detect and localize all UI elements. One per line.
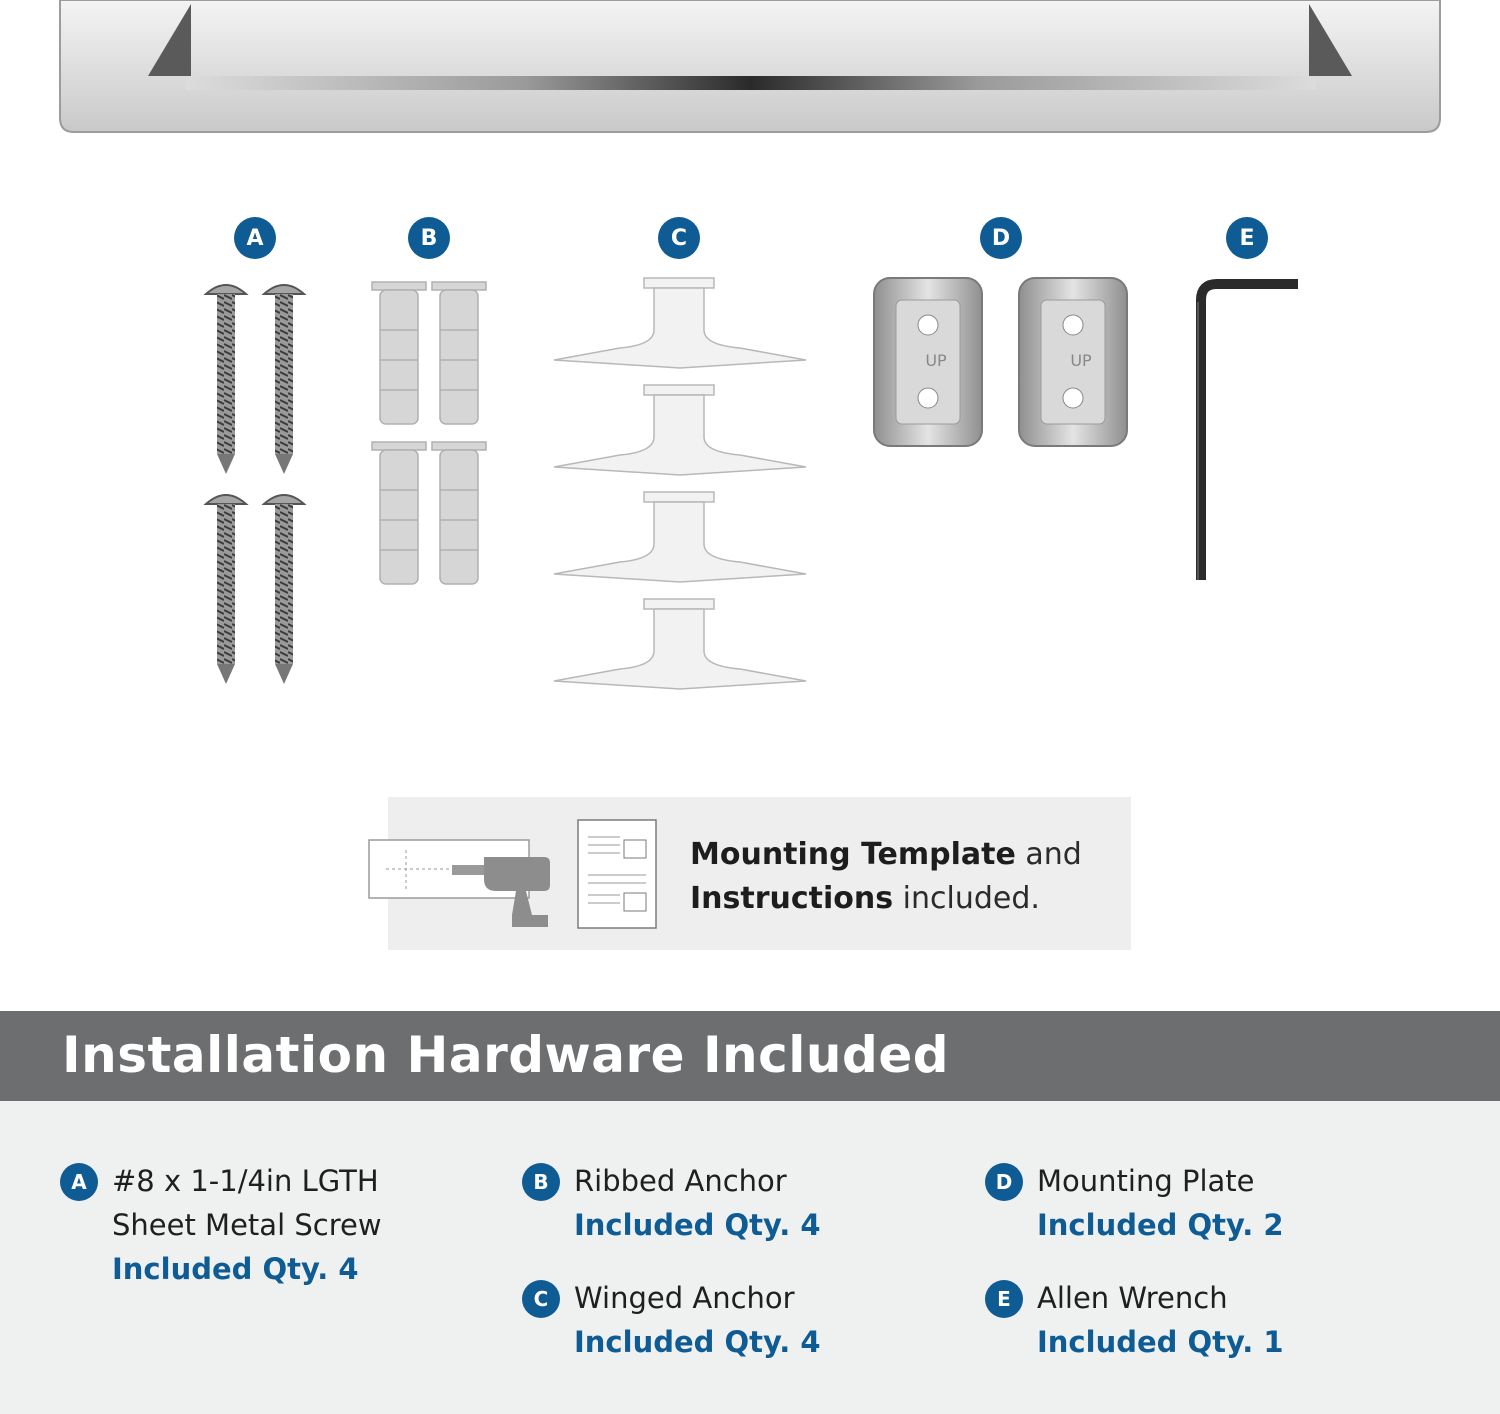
screw-icon bbox=[264, 285, 304, 474]
template-note-rest-2: included. bbox=[893, 881, 1040, 916]
template-note-bold-1: Mounting Template bbox=[690, 837, 1016, 872]
item-name-line1: Ribbed Anchor bbox=[574, 1164, 787, 1198]
plate-up-mark: UP bbox=[1070, 351, 1092, 370]
badge-e: E bbox=[1226, 217, 1268, 259]
item-qty: Included Qty. 2 bbox=[1037, 1208, 1284, 1242]
ribbed-anchor-icon bbox=[372, 282, 426, 424]
badge-a: A bbox=[234, 217, 276, 259]
mounting-plate-icon bbox=[874, 278, 982, 446]
ribbed-anchor-icon bbox=[432, 282, 486, 424]
screw-icon bbox=[206, 285, 246, 474]
item-qty: Included Qty. 4 bbox=[112, 1252, 359, 1286]
hardware-parts-illustration bbox=[0, 200, 1500, 700]
winged-anchor-icon bbox=[554, 599, 806, 689]
ribbed-anchor-icon bbox=[372, 442, 426, 584]
item-name-line1: Winged Anchor bbox=[574, 1281, 795, 1315]
item-badge: D bbox=[985, 1163, 1023, 1201]
item-name-line1: Mounting Plate bbox=[1037, 1164, 1255, 1198]
item-badge: B bbox=[522, 1163, 560, 1201]
item-qty: Included Qty. 4 bbox=[574, 1325, 821, 1359]
item-badge: A bbox=[60, 1163, 98, 1201]
item-name-line2: Sheet Metal Screw bbox=[112, 1208, 382, 1242]
badge-b: B bbox=[408, 217, 450, 259]
screw-icon bbox=[264, 495, 304, 684]
item-badge: C bbox=[522, 1280, 560, 1318]
item-badge: E bbox=[985, 1280, 1023, 1318]
template-note bbox=[690, 833, 1110, 921]
template-note-rest-1: and bbox=[1015, 837, 1082, 872]
allen-wrench-icon bbox=[1198, 284, 1298, 580]
instructions-document-icon bbox=[578, 820, 656, 928]
ribbed-anchor-icon bbox=[432, 442, 486, 584]
item-text bbox=[112, 1159, 382, 1291]
section-title: Installation Hardware Included bbox=[62, 1026, 950, 1084]
badge-c: C bbox=[658, 217, 700, 259]
towel-bar-image bbox=[56, 0, 1444, 140]
drill-template-icon bbox=[366, 815, 666, 935]
mounting-plate-icon bbox=[1019, 278, 1127, 446]
winged-anchor-icon bbox=[554, 385, 806, 475]
badge-d: D bbox=[980, 217, 1022, 259]
winged-anchor-icon bbox=[554, 492, 806, 582]
item-text bbox=[1037, 1159, 1284, 1247]
item-text bbox=[1037, 1276, 1284, 1364]
template-note-bold-2: Instructions bbox=[690, 881, 894, 916]
item-qty: Included Qty. 4 bbox=[574, 1208, 821, 1242]
winged-anchor-icon bbox=[554, 278, 806, 368]
item-qty: Included Qty. 1 bbox=[1037, 1325, 1284, 1359]
item-name-line1: #8 x 1-1/4in LGTH bbox=[112, 1164, 379, 1198]
plate-up-mark: UP bbox=[925, 351, 947, 370]
item-name-line1: Allen Wrench bbox=[1037, 1281, 1228, 1315]
screw-icon bbox=[206, 495, 246, 684]
item-text bbox=[574, 1159, 821, 1247]
item-text bbox=[574, 1276, 821, 1364]
